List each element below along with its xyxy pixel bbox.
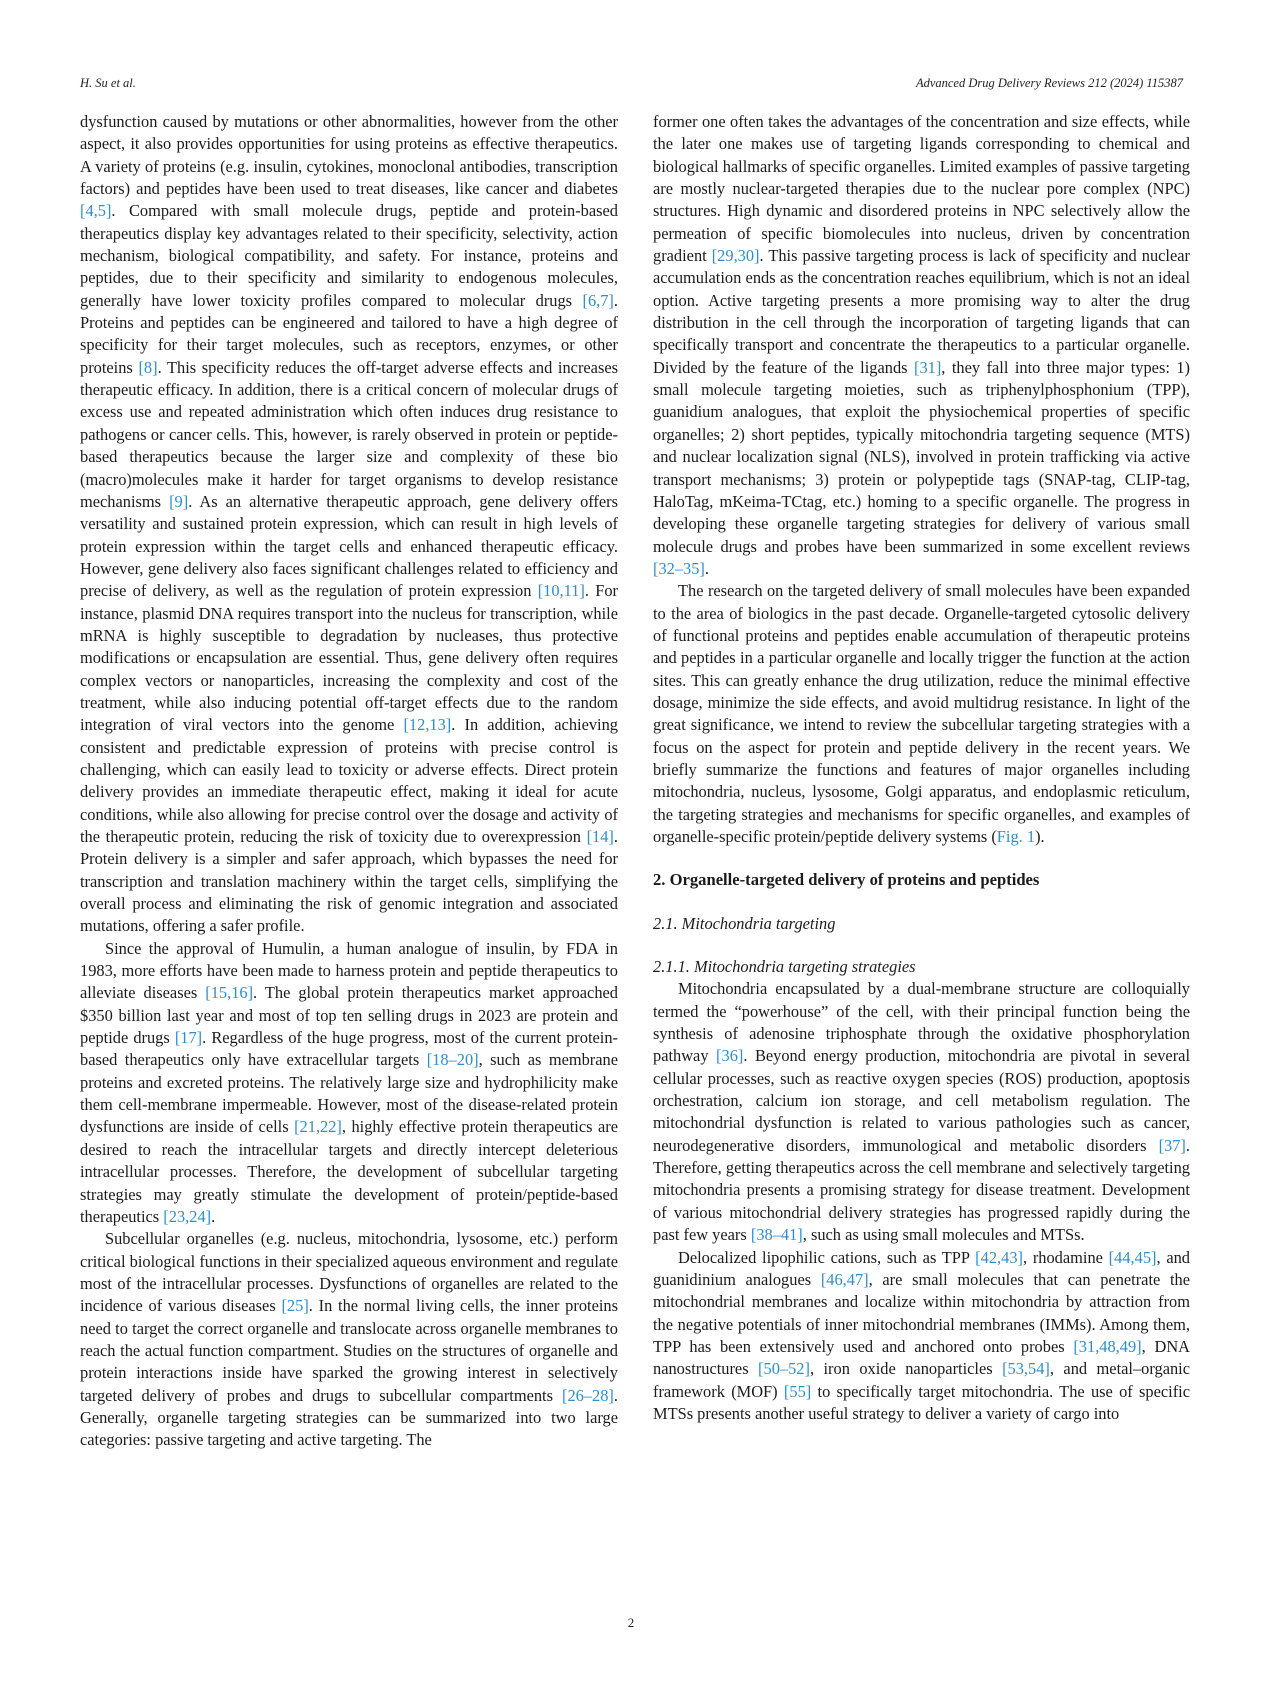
paragraph bbox=[653, 1247, 1190, 1426]
text-run: to specifically target mitochondria. The use of specific MTSs presents another useful strategy to deliver a variety of cargo into bbox=[653, 1381, 1190, 1423]
citation-link[interactable]: [44,45] bbox=[1108, 1247, 1157, 1267]
citation-link[interactable]: [55] bbox=[783, 1381, 812, 1401]
citation-link[interactable]: [31,48,49] bbox=[1073, 1336, 1142, 1356]
paragraph bbox=[653, 111, 1190, 580]
citation-link[interactable]: [36] bbox=[716, 1046, 744, 1066]
text-run: 2.1. Mitochondria targeting bbox=[653, 913, 836, 933]
citation-link[interactable]: [38–41] bbox=[750, 1225, 803, 1245]
text-run: . bbox=[211, 1206, 216, 1226]
text-run: . In the normal living cells, the inner proteins need to target the correct organelle and translocate across organelle membranes to reach the actual function compartment. Studies on the structures of organelle and protein interactions inside have sparked the growing interest in selectively targeted delivery of probes and drugs to subcellular compartments bbox=[80, 1296, 618, 1405]
citation-link[interactable]: [17] bbox=[174, 1028, 203, 1048]
text-run: , such as using small molecules and MTSs. bbox=[802, 1225, 1085, 1245]
citation-link[interactable]: [26–28] bbox=[561, 1385, 614, 1405]
citation-link[interactable]: [46,47] bbox=[820, 1269, 869, 1289]
text-run: . Beyond energy production, mitochondria are pivotal in several cellular processes, such as reactive oxygen species (ROS) production, apoptosis orchestration, calcium ion storage, and cell metabolism regulation. The mitochondrial dysfunction is related to various pathologies such as cancer, neurodegenerative disorders, immunological and metabolic disorders bbox=[653, 1046, 1190, 1155]
text-run: , are small molecules that can penetrate the mitochondrial membranes and localize within mitochondria by attraction from the negative potentials of inner mitochondrial membranes (IMMs). Among them, TPP has been extensively used and anchored onto probes bbox=[653, 1269, 1191, 1356]
paragraph bbox=[80, 1228, 618, 1451]
text-run: . As an alternative therapeutic approach, gene delivery offers versatility and sustained protein expression, which can result in high levels of protein expression within the target cells and enhanced therapeutic efficacy. However, gene delivery also faces significant challenges related to efficiency and precise of delivery, as well as the regulation of protein expression bbox=[80, 491, 618, 601]
text-run: ). bbox=[1035, 827, 1045, 846]
text-run: , iron oxide nanoparticles bbox=[809, 1359, 1003, 1379]
text-run: , and metal–organic framework (MOF) bbox=[653, 1359, 1191, 1401]
citation-link[interactable]: [42,43] bbox=[975, 1247, 1023, 1267]
citation-link[interactable]: [14] bbox=[586, 827, 614, 846]
paragraph bbox=[653, 978, 1190, 1246]
text-run: . Therefore, getting therapeutics across the cell membrane and selectively targeting mitochondria presents a promising strategy for disease treatment. Development of various mitochondrial delivery strategies has progressed rapidly during the past few years bbox=[653, 1135, 1190, 1245]
citation-link[interactable]: [31] bbox=[913, 357, 942, 377]
text-run: dysfunction caused by mutations or other abnormalities, however from the other aspect, it also provides opportunities for using proteins as effective therapeutics. A variety of proteins (e.g. insulin, cytokines, monoclonal antibodies, transcription factors) and peptides have been used to treat diseases, like cancer and diabetes bbox=[80, 112, 618, 199]
subsection-heading bbox=[653, 913, 1190, 935]
text-run: Since the approval of Humulin, a human analogue of insulin, by FDA in 1983, more efforts have been made to harness protein and peptide therapeutics to alleviate diseases bbox=[80, 938, 618, 1003]
running-header-journal: Advanced Drug Delivery Reviews 212 (2024) 115387 bbox=[915, 76, 1183, 90]
text-run: . Compared with small molecule drugs, peptide and protein-based therapeutics display key advantages related to their specificity, selectivity, action mechanism, biological compatibility, and safety. For instance, proteins and peptides, due to their specificity and similarity to endogenous molecules, generally have lower toxicity profiles compared to molecular drugs bbox=[80, 201, 618, 310]
text-run: . The global protein therapeutics market approached $350 billion last year and most of top ten selling drugs in 2023 are protein and peptide drugs bbox=[80, 983, 618, 1048]
text-run: . This passive targeting process is lack of specificity and nuclear accumulation ends as the concentration reaches equilibrium, which is not an ideal option. Active targeting presents a more promising way to alter the drug distribution in the cell through the incorporation of targeting ligands that can specifically transport and concentrate the therapeutics to a particular organelle. Divided by the feature of the ligands bbox=[653, 246, 1190, 377]
paragraph bbox=[80, 938, 618, 1228]
subsubsection-heading bbox=[653, 956, 1190, 978]
left-column bbox=[80, 111, 618, 1452]
citation-link[interactable]: [37] bbox=[1158, 1135, 1186, 1155]
text-run: , DNA nanostructures bbox=[653, 1336, 1190, 1379]
text-run: . Generally, organelle targeting strategies can be summarized into two large categories: passive targeting and active targeting. The bbox=[80, 1385, 618, 1450]
citation-link[interactable]: [15,16] bbox=[205, 983, 254, 1003]
text-run: . For instance, plasmid DNA requires transport into the nucleus for transcription, while mRNA is highly susceptible to degradation by nucleases, thus protective modifications or encapsulation are essential. Thus, gene delivery often requires complex vectors or nanoparticles, increasing the complexity and cost of the treatment, while also inducing potential off-target effects due to the random integration of viral vectors into the genome bbox=[80, 581, 619, 735]
text-run: , and guanidinium analogues bbox=[653, 1247, 1190, 1289]
text-run: Mitochondria encapsulated by a dual-membrane structure are colloquially termed the “powerhouse” of the cell, with their principal function being the synthesis of adenosine triphosphate through the oxidative phosphorylation pathway bbox=[653, 979, 1190, 1066]
text-run: , rhodamine bbox=[1022, 1247, 1109, 1267]
citation-link[interactable]: [18–20] bbox=[426, 1050, 479, 1070]
citation-link[interactable]: [4,5] bbox=[80, 201, 112, 221]
paragraph bbox=[80, 111, 618, 938]
text-run: . In addition, achieving consistent and predictable expression of proteins with precise control is challenging, which can easily lead to toxicity or adverse effects. Direct protein delivery provides an immediate therapeutic effect, making it ideal for acute conditions, while also allowing for precise control over the dosage and activity of the therapeutic protein, reducing the risk of toxicity due to overexpression bbox=[80, 715, 618, 846]
citation-link[interactable]: [23,24] bbox=[163, 1206, 212, 1226]
citation-link[interactable]: Fig. 1 bbox=[996, 827, 1036, 846]
citation-link[interactable]: [9] bbox=[169, 491, 189, 511]
citation-link[interactable]: [53,54] bbox=[1002, 1359, 1050, 1379]
text-run: 2. Organelle-targeted delivery of proteins and peptides bbox=[653, 870, 1040, 890]
citation-link[interactable]: [8] bbox=[138, 357, 158, 377]
citation-link[interactable]: [32–35] bbox=[653, 558, 705, 578]
text-run: . Protein delivery is a simpler and safer approach, which bypasses the need for transcription and translation machinery within the target cells, simplifying the overall process and eliminating the risk of genomic integration and associated mutations, offering a safer profile. bbox=[80, 827, 618, 936]
text-run: , such as membrane proteins and excreted proteins. The relatively large size and hydrophilicity make them cell-membrane impermeable. However, most of the disease-related protein dysfunctions are inside of cells bbox=[80, 1050, 618, 1137]
citation-link[interactable]: [21,22] bbox=[294, 1117, 342, 1137]
right-column bbox=[653, 111, 1190, 1425]
citation-link[interactable]: [50–52] bbox=[758, 1359, 810, 1379]
citation-link[interactable]: [25] bbox=[281, 1296, 309, 1316]
text-run: . bbox=[704, 558, 710, 578]
text-run: Delocalized lipophilic cations, such as TPP bbox=[678, 1247, 976, 1267]
text-run: . Proteins and peptides can be engineered and tailored to have a high degree of specificity for their target molecules, such as receptors, enzymes, or other proteins bbox=[80, 290, 618, 377]
paragraph bbox=[653, 580, 1190, 848]
text-run: . This specificity reduces the off-target adverse effects and increases therapeutic efficacy. In addition, there is a critical concern of molecular drugs of excess use and repeated administration which often induces drug resistance to pathogens or cancer cells. This, however, is rarely observed in protein or peptide-based therapeutics because the larger size and complexity of these bio (macro)molecules make it harder for target organisms to develop resistance mechanisms bbox=[80, 357, 618, 511]
section-heading bbox=[653, 869, 1190, 891]
text-run: former one often takes the advantages of the concentration and size effects, while the later one makes use of targeting ligands corresponding to chemical and biological hallmarks of specific organelles. Limited examples of passive targeting are mostly nuclear-targeted therapies due to the nuclear pore complex (NPC) structures. High dynamic and disordered proteins in NPC selectively allow the permeation of specific biomolecules into nucleus, driven by concentration gradient bbox=[653, 112, 1190, 266]
running-header-authors: H. Su et al. bbox=[80, 76, 136, 90]
text-run: The research on the targeted delivery of small molecules have been expanded to the area of biologics in the past decade. Organelle-targeted cytosolic delivery of functional proteins and peptides enable accumulation of therapeutic proteins and peptides in a particular organelle and locally trigger the function at the action sites. This can greatly enhance the drug utilization, reduce the minimal effective dosage, minimize the side effects, and avoid multidrug resistance. In light of the great significance, we intend to review the subcellular targeting strategies with a focus on the aspect for protein and peptide delivery in the recent years. We briefly summarize the functions and features of major organelles including mitochondria, nucleus, lysosome, Golgi apparatus, and endoplasmic reticulum, the targeting strategies and mechanisms for specific organelles, and examples of organelle-specific protein/peptide delivery systems ( bbox=[653, 581, 1190, 846]
text-run: Subcellular organelles (e.g. nucleus, mitochondria, lysosome, etc.) perform critical biological functions in their specialized aqueous environment and regulate most of the intracellular processes. Dysfunctions of organelles are related to the incidence of various diseases bbox=[80, 1229, 618, 1316]
text-run: . Regardless of the huge progress, most of the current protein-based therapeutics only have extracellular targets bbox=[80, 1028, 618, 1070]
citation-link[interactable]: [12,13] bbox=[403, 715, 452, 735]
citation-link[interactable]: [6,7] bbox=[582, 290, 614, 310]
text-run: , they fall into three major types: 1) small molecule targeting moieties, such as triphenylphosphonium (TPP), guanidium analogues, that exploit the physiochemical properties of specific organelles; 2) short peptides, typically mitochondria targeting sequence (MTS) and nuclear localization signal (NLS), involved in protein trafficking via active transport mechanisms; 3) protein or polypeptide tags (SNAP-tag, CLIP-tag, HaloTag, mKeima-TCtag, etc.) homing to a specific organelle. The progress in developing these organelle targeting strategies for delivery of various small molecule drugs and probes have been summarized in some excellent reviews bbox=[653, 357, 1190, 556]
citation-link[interactable]: [10,11] bbox=[537, 581, 585, 601]
text-run: , highly effective protein therapeutics are desired to reach the intracellular targets and directly intercept deleterious intracellular processes. Therefore, the development of subcellular targeting strategies may greatly stimulate the development of protein/peptide-based therapeutics bbox=[80, 1117, 618, 1226]
text-run: 2.1.1. Mitochondria targeting strategies bbox=[653, 957, 916, 977]
page-number: 2 bbox=[627, 1615, 635, 1630]
citation-link[interactable]: [29,30] bbox=[711, 246, 760, 266]
